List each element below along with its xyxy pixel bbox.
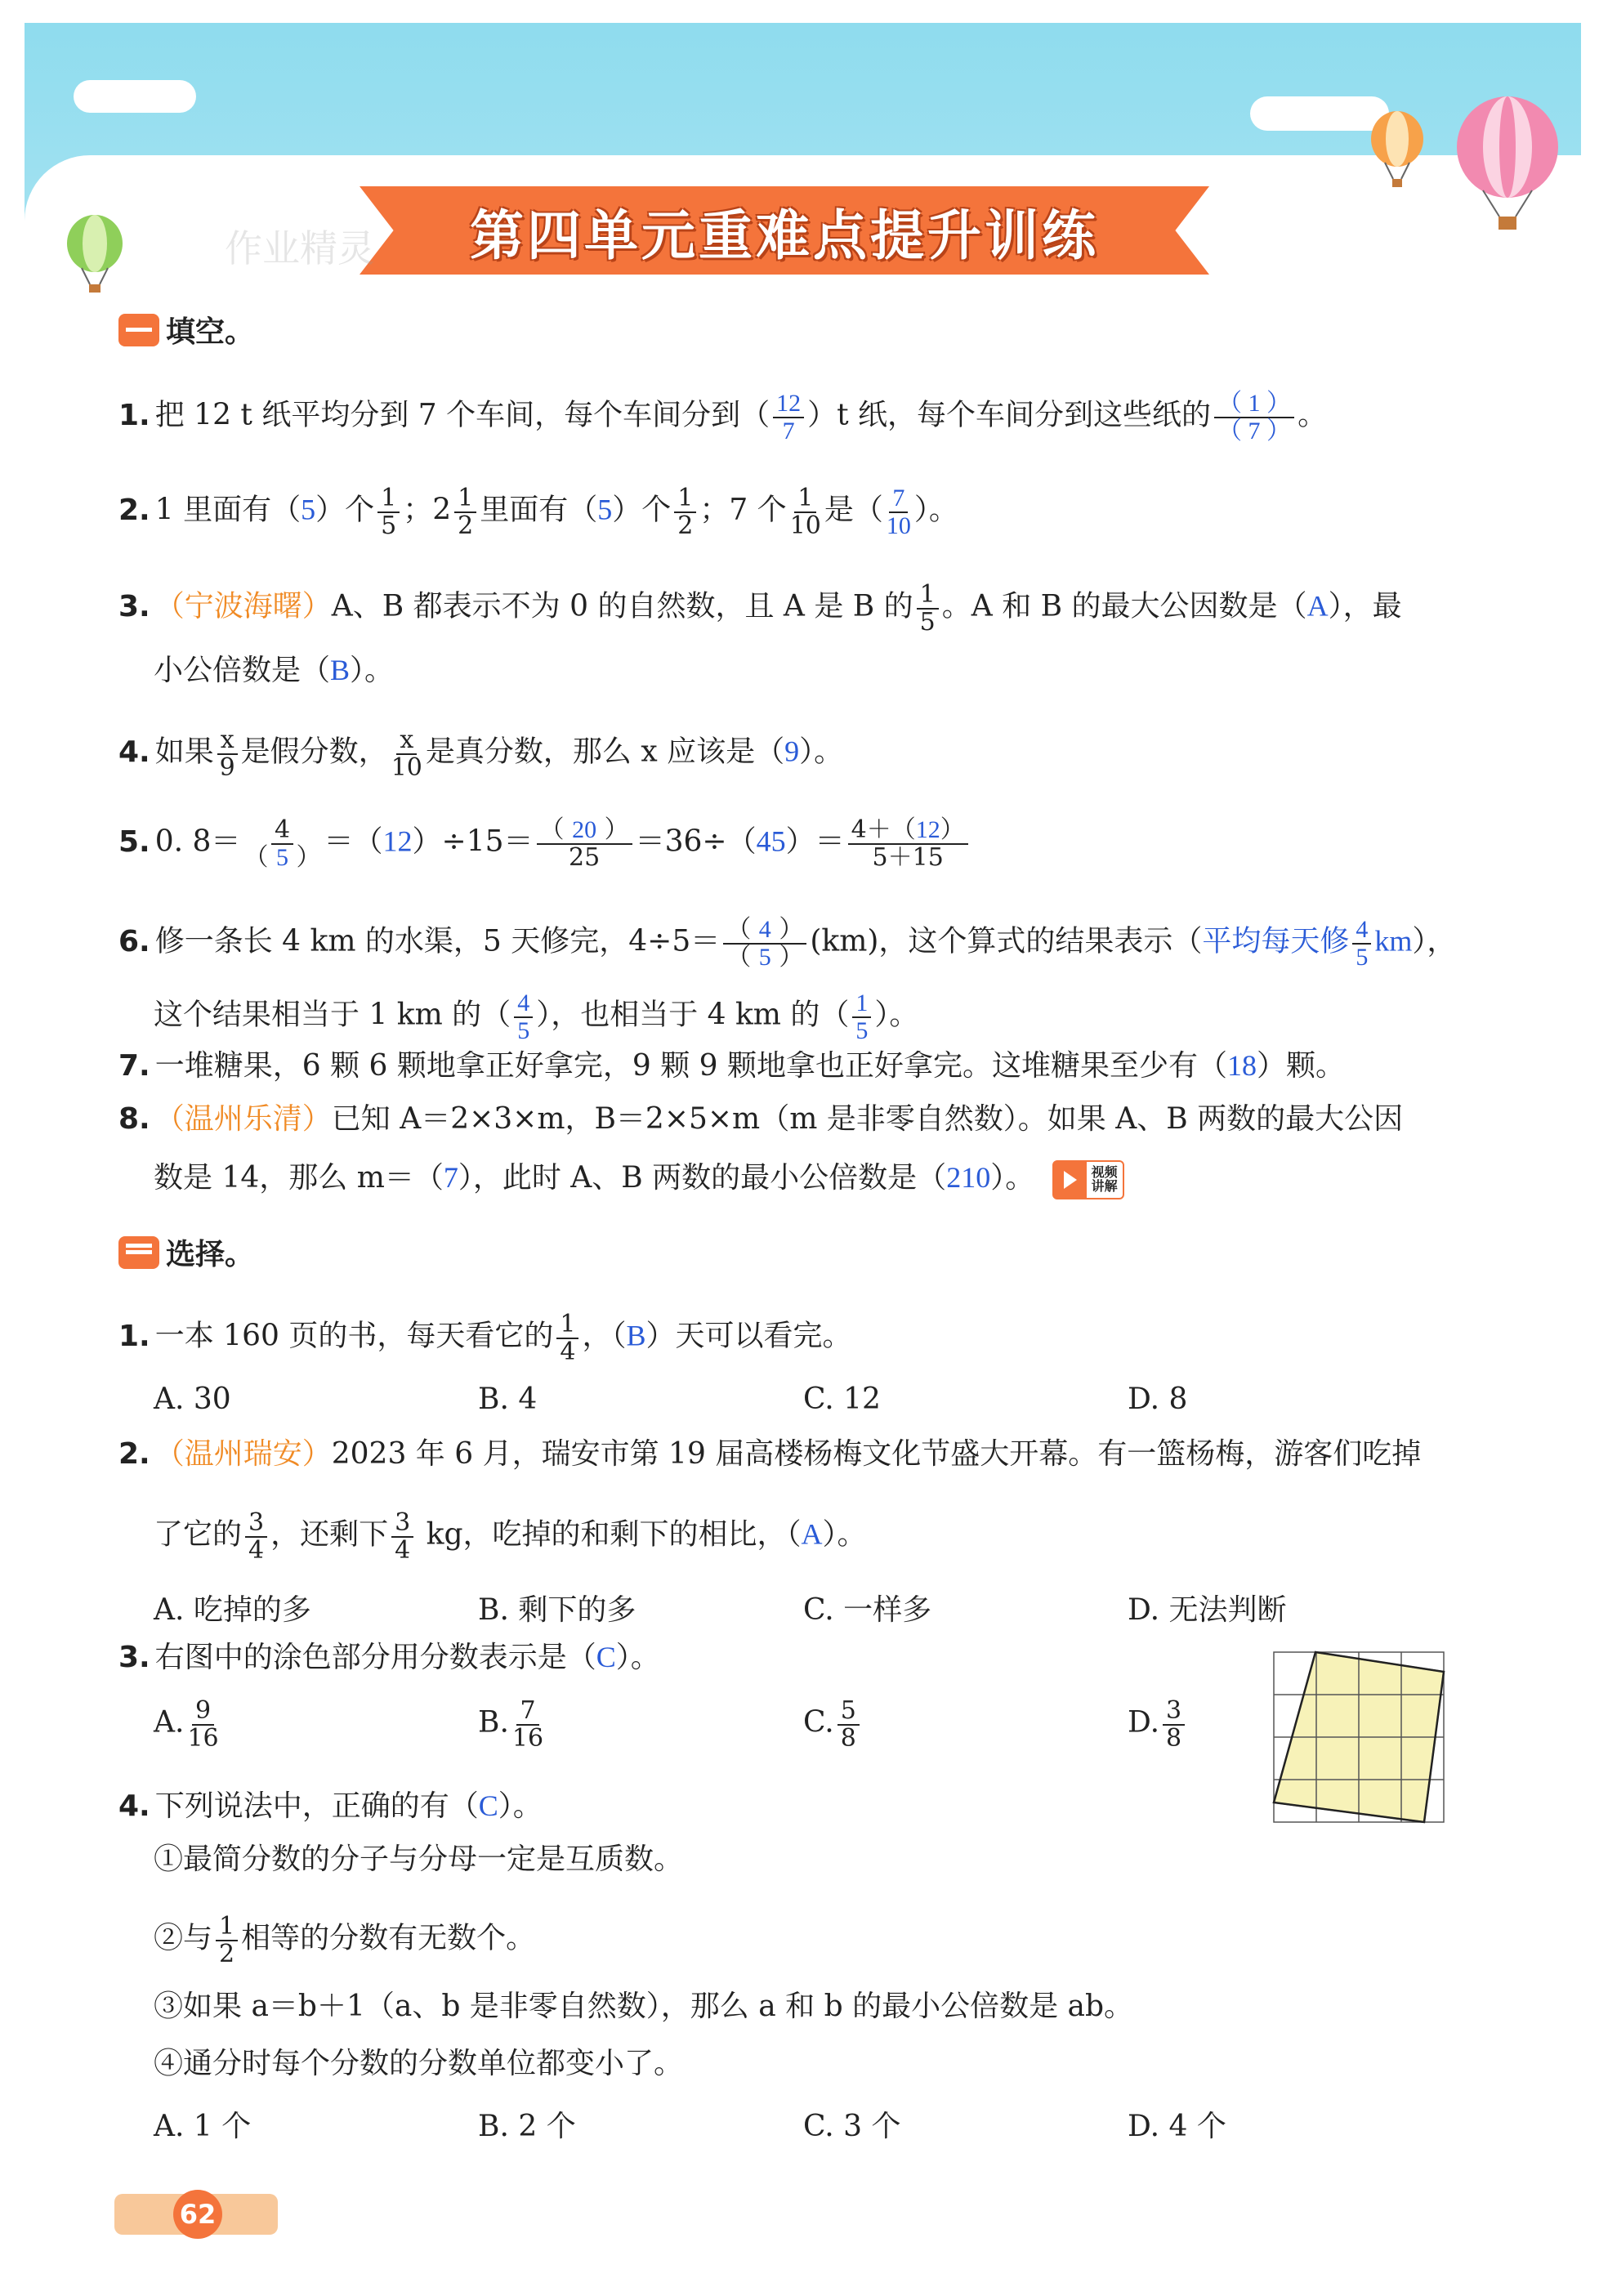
answer-fraction: $\frac{7}{10}$ xyxy=(886,485,911,539)
balloon-icon xyxy=(1454,94,1561,233)
question-1-2: 2. 1 里面有（5）个 $\frac{1}{5}$ ；2 $\frac{1}{2}$ 里面有（5）个 $\frac{1}{2}$ ；7 个 $\frac{1}{10}$ 是（ $\frac{7}{10}$ ）。 xyxy=(118,484,958,540)
question-2-1: 1. 一本 160 页的书，每天看它的 $\frac{1}{4}$ ，（B）天可以看完。 xyxy=(118,1310,852,1366)
option-a: A. 1 个 xyxy=(154,2110,252,2143)
question-1-7: 7. 一堆糖果，6 颗 6 颗地拿正好拿完，9 颗 9 颗地拿也正好拿完。这堆糖果至少有（18）颗。 xyxy=(118,1049,1346,1083)
option-c: C. 3 个 xyxy=(803,2110,901,2143)
option-c: C. 12 xyxy=(803,1383,881,1416)
option-d: D. 8 xyxy=(1128,1383,1188,1416)
option-b: B. $\frac{7}{16}$ xyxy=(478,1696,544,1753)
question-1-6: 6. 修一条长 4 km 的水渠，5 天修完，4÷5＝ $\frac{( 4 )}{( 5 )}$ (km)，这个算式的结果表示（平均每天修 $\frac{4}{5}$ km）， xyxy=(118,915,1457,972)
watermark: 作业精灵 xyxy=(225,226,375,270)
video-explain-button[interactable]: 视频 讲解 xyxy=(1052,1160,1124,1199)
answer-fraction: $\frac{( 1 )}{( 7 )}$ xyxy=(1214,391,1294,444)
question-2-2-cont: 了它的 $\frac{3}{4}$ ，还剩下 $\frac{3}{4}$ kg，吃掉的和剩下的相比，（A）。 xyxy=(154,1508,867,1565)
question-1-8-cont: 数是 14，那么 m＝（7），此时 A、B 两数的最小公倍数是（210）。 视频 讲解 xyxy=(154,1160,1124,1199)
section-badge-icon xyxy=(118,314,159,346)
question-1-6-cont: 这个结果相当于 1 km 的（ $\frac{4}{5}$ ），也相当于 4 km 的（ $\frac{1}{5}$ ）。 xyxy=(154,989,919,1044)
balloon-icon xyxy=(1369,110,1426,192)
option-d: D. 无法判断 xyxy=(1128,1593,1287,1627)
play-icon xyxy=(1054,1162,1087,1198)
cloud-decoration xyxy=(74,80,196,113)
option-b: B. 4 xyxy=(478,1383,538,1416)
option-a: A. $\frac{9}{16}$ xyxy=(154,1696,219,1753)
question-1-3: 3. （宁波海曙）A、B 都表示不为 0 的自然数，且 A 是 B 的 $\frac{1}{5}$ 。A 和 B 的最大公因数是（A），最 xyxy=(118,580,1402,637)
section-badge-icon xyxy=(118,1236,159,1269)
option-b: B. 2 个 xyxy=(478,2110,576,2143)
question-1-1: 1. 把 12 t 纸平均分到 7 个车间，每个车间分到（ $\frac{12}{7}$ ）t 纸，每个车间分到这些纸的 $\frac{( 1 )}{( 7 )}$ 。 xyxy=(118,390,1328,444)
statement-2: ②与 $\frac{1}{2}$ 相等的分数有无数个。 xyxy=(154,1912,536,1968)
question-2-4: 4. 下列说法中，正确的有（C）。 xyxy=(118,1789,543,1823)
question-1-3-cont: 小公倍数是（B）。 xyxy=(154,654,395,687)
option-a: A. 吃掉的多 xyxy=(154,1593,311,1627)
shaded-grid-figure xyxy=(1272,1651,1445,1824)
question-1-4: 4. 如果 $\frac{x}{9}$ 是假分数， $\frac{x}{10}$ 是真分数，那么 x 应该是（9）。 xyxy=(118,726,844,782)
section-heading-choice: 选择。 xyxy=(118,1231,254,1273)
statement-4: ④通分时每个分数的分数单位都变小了。 xyxy=(154,2047,684,2080)
option-c: C. 一样多 xyxy=(803,1593,932,1627)
option-d: D. $\frac{3}{8}$ xyxy=(1128,1698,1188,1751)
option-b: B. 剩下的多 xyxy=(478,1593,636,1627)
option-a: A. 30 xyxy=(154,1383,231,1416)
question-1-8: 8. （温州乐清）已知 A＝2×3×m，B＝2×5×m（m 是非零自然数）。如果 A、B 两数的最大公因 xyxy=(118,1102,1404,1136)
answer-fraction: $\frac{12}{7}$ xyxy=(773,391,804,444)
page-number: 62 xyxy=(173,2190,222,2239)
statement-1: ①最简分数的分子与分母一定是互质数。 xyxy=(154,1843,684,1876)
statement-3: ③如果 a＝b＋1（a、b 是非零自然数），那么 a 和 b 的最小公倍数是 ab。 xyxy=(154,1990,1134,2023)
option-c: C. $\frac{5}{8}$ xyxy=(803,1698,863,1751)
question-2-2: 2. （温州瑞安）2023 年 6 月，瑞安市第 19 届高楼杨梅文化节盛大开幕。有一篮杨梅，游客们吃掉 xyxy=(118,1437,1422,1471)
balloon-icon xyxy=(64,214,126,296)
page-title: 第四单元重难点提升训练 xyxy=(470,203,1099,267)
section-heading-fill-blank: 填空。 xyxy=(118,309,254,351)
question-2-3: 3. 右图中的涂色部分用分数表示是（C）。 xyxy=(118,1641,660,1674)
option-d: D. 4 个 xyxy=(1128,2110,1226,2143)
question-1-5: 5. 0. 8＝ $\frac{4}{( 5 )}$ ＝（12）÷15＝ $\frac{( 20 )}{25}$ ＝36÷（45）＝ $\frac{4+(12)}{5+15}$ xyxy=(118,817,971,870)
